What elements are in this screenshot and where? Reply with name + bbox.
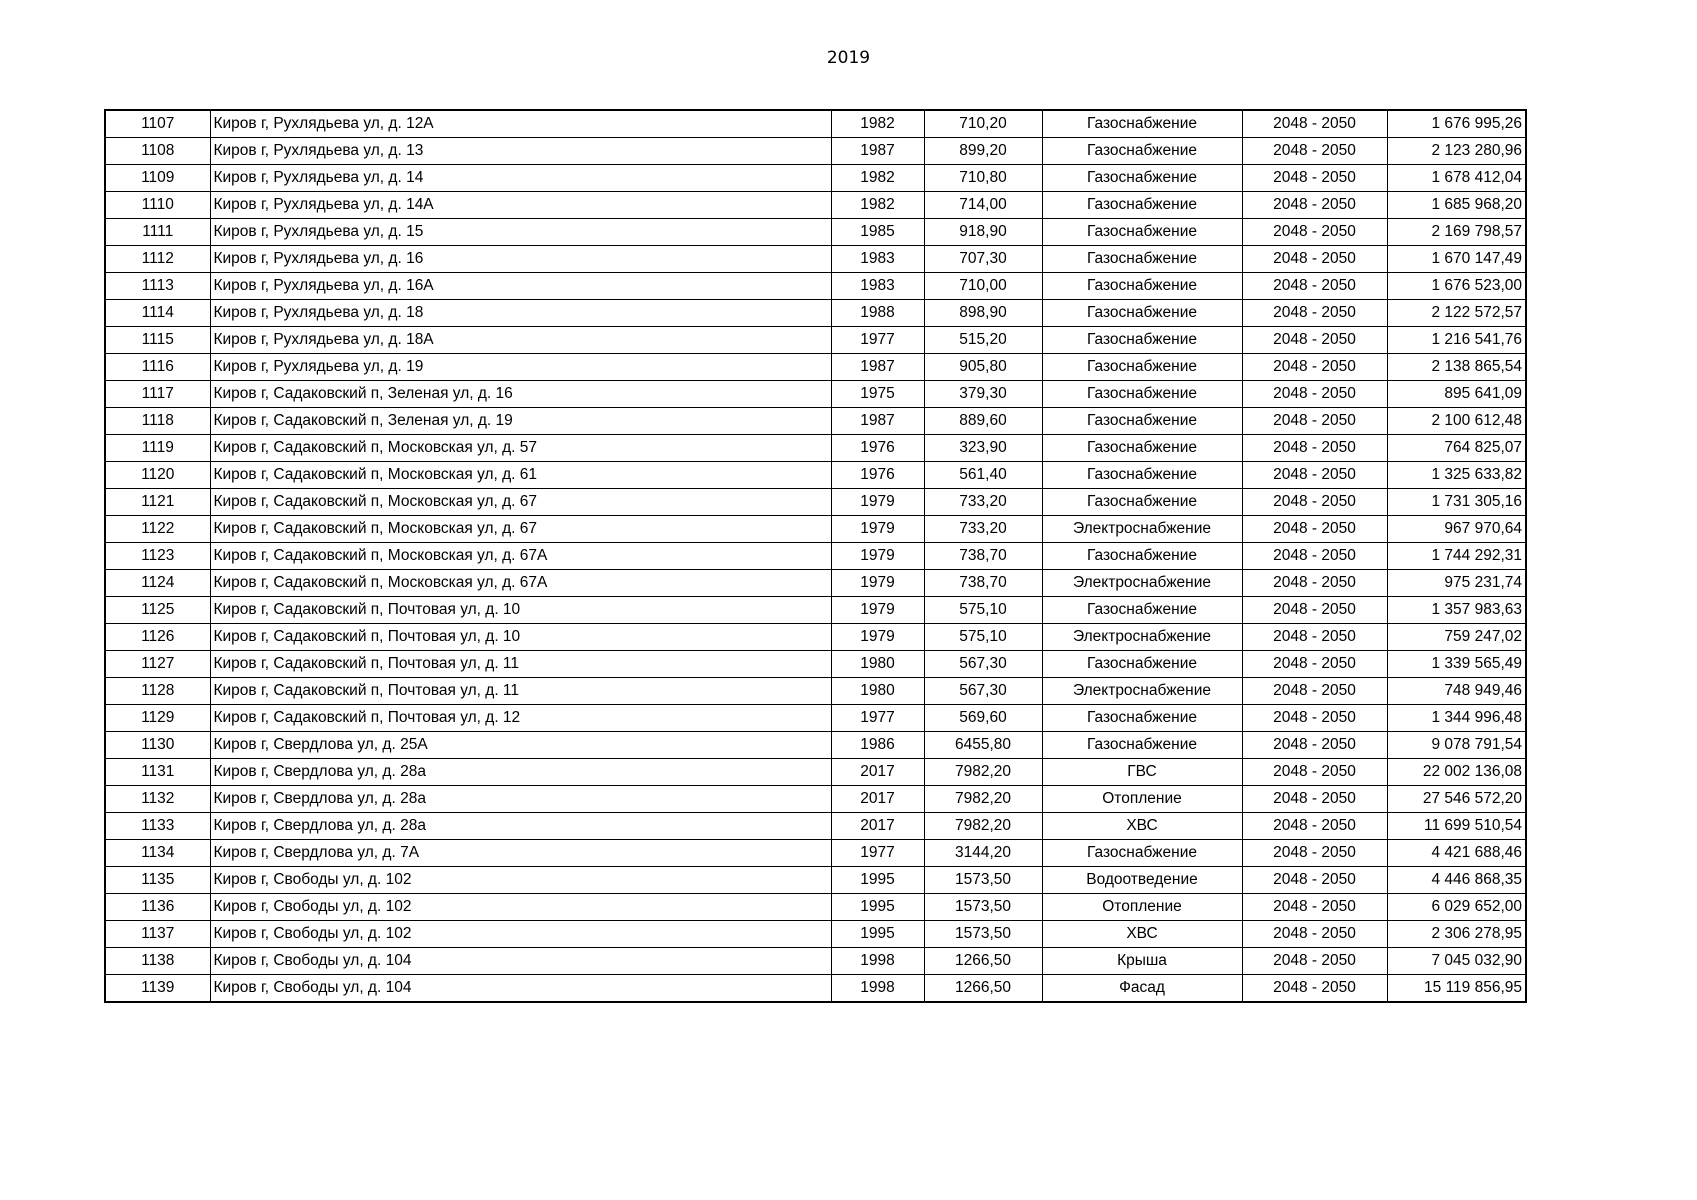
area-cell: 1266,50 bbox=[924, 948, 1042, 975]
work-type-cell: Электроснабжение bbox=[1042, 624, 1242, 651]
row-number-cell: 1119 bbox=[105, 435, 210, 462]
table-row bbox=[105, 948, 1526, 975]
area-cell: 6455,80 bbox=[924, 732, 1042, 759]
cost-cell: 2 169 798,57 bbox=[1387, 219, 1526, 246]
row-number-cell: 1135 bbox=[105, 867, 210, 894]
row-number-cell: 1112 bbox=[105, 246, 210, 273]
row-number-cell: 1114 bbox=[105, 300, 210, 327]
cost-cell: 2 100 612,48 bbox=[1387, 408, 1526, 435]
period-cell: 2048 - 2050 bbox=[1242, 381, 1387, 408]
area-cell: 1573,50 bbox=[924, 867, 1042, 894]
work-type-cell: Отопление bbox=[1042, 786, 1242, 813]
address-cell: Киров г, Свердлова ул, д. 28а bbox=[210, 813, 831, 840]
work-type-cell: Газоснабжение bbox=[1042, 651, 1242, 678]
address-cell: Киров г, Рухлядьева ул, д. 13 bbox=[210, 138, 831, 165]
page-number: 2019 bbox=[826, 48, 871, 68]
cost-cell: 4 421 688,46 bbox=[1387, 840, 1526, 867]
cost-cell: 22 002 136,08 bbox=[1387, 759, 1526, 786]
table-row bbox=[105, 354, 1526, 381]
address-cell: Киров г, Рухлядьева ул, д. 12А bbox=[210, 110, 831, 138]
row-number-cell: 1134 bbox=[105, 840, 210, 867]
build-year-cell: 1977 bbox=[831, 840, 924, 867]
period-cell: 2048 - 2050 bbox=[1242, 624, 1387, 651]
area-cell: 905,80 bbox=[924, 354, 1042, 381]
period-cell: 2048 - 2050 bbox=[1242, 705, 1387, 732]
period-cell: 2048 - 2050 bbox=[1242, 786, 1387, 813]
work-type-cell: Газоснабжение bbox=[1042, 435, 1242, 462]
period-cell: 2048 - 2050 bbox=[1242, 327, 1387, 354]
cost-cell: 1 325 633,82 bbox=[1387, 462, 1526, 489]
row-number-cell: 1108 bbox=[105, 138, 210, 165]
work-type-cell: Газоснабжение bbox=[1042, 840, 1242, 867]
period-cell: 2048 - 2050 bbox=[1242, 921, 1387, 948]
area-cell: 567,30 bbox=[924, 678, 1042, 705]
area-cell: 575,10 bbox=[924, 624, 1042, 651]
cost-cell: 1 685 968,20 bbox=[1387, 192, 1526, 219]
work-type-cell: Электроснабжение bbox=[1042, 516, 1242, 543]
build-year-cell: 1983 bbox=[831, 273, 924, 300]
area-cell: 1266,50 bbox=[924, 975, 1042, 1003]
cost-cell: 2 123 280,96 bbox=[1387, 138, 1526, 165]
cost-cell: 15 119 856,95 bbox=[1387, 975, 1526, 1003]
build-year-cell: 1979 bbox=[831, 597, 924, 624]
work-type-cell: Газоснабжение bbox=[1042, 597, 1242, 624]
address-cell: Киров г, Садаковский п, Почтовая ул, д. 10 bbox=[210, 624, 831, 651]
cost-cell: 2 306 278,95 bbox=[1387, 921, 1526, 948]
cost-cell: 9 078 791,54 bbox=[1387, 732, 1526, 759]
period-cell: 2048 - 2050 bbox=[1242, 165, 1387, 192]
cost-cell: 6 029 652,00 bbox=[1387, 894, 1526, 921]
area-cell: 323,90 bbox=[924, 435, 1042, 462]
area-cell: 898,90 bbox=[924, 300, 1042, 327]
table-row bbox=[105, 597, 1526, 624]
table-row bbox=[105, 840, 1526, 867]
period-cell: 2048 - 2050 bbox=[1242, 435, 1387, 462]
build-year-cell: 1987 bbox=[831, 354, 924, 381]
cost-cell: 967 970,64 bbox=[1387, 516, 1526, 543]
cost-cell: 1 670 147,49 bbox=[1387, 246, 1526, 273]
work-type-cell: Газоснабжение bbox=[1042, 732, 1242, 759]
cost-cell: 1 676 523,00 bbox=[1387, 273, 1526, 300]
period-cell: 2048 - 2050 bbox=[1242, 110, 1387, 138]
work-type-cell: Газоснабжение bbox=[1042, 543, 1242, 570]
table-row bbox=[105, 462, 1526, 489]
period-cell: 2048 - 2050 bbox=[1242, 732, 1387, 759]
cost-cell: 1 744 292,31 bbox=[1387, 543, 1526, 570]
table-row bbox=[105, 273, 1526, 300]
area-cell: 3144,20 bbox=[924, 840, 1042, 867]
build-year-cell: 1975 bbox=[831, 381, 924, 408]
table-row bbox=[105, 570, 1526, 597]
address-cell: Киров г, Садаковский п, Московская ул, д. 61 bbox=[210, 462, 831, 489]
area-cell: 714,00 bbox=[924, 192, 1042, 219]
address-cell: Киров г, Рухлядьева ул, д. 18 bbox=[210, 300, 831, 327]
row-number-cell: 1126 bbox=[105, 624, 210, 651]
work-type-cell: Газоснабжение bbox=[1042, 165, 1242, 192]
build-year-cell: 1977 bbox=[831, 705, 924, 732]
build-year-cell: 1979 bbox=[831, 516, 924, 543]
address-cell: Киров г, Рухлядьева ул, д. 14А bbox=[210, 192, 831, 219]
area-cell: 1573,50 bbox=[924, 921, 1042, 948]
address-cell: Киров г, Садаковский п, Почтовая ул, д. 11 bbox=[210, 651, 831, 678]
address-cell: Киров г, Садаковский п, Почтовая ул, д. 10 bbox=[210, 597, 831, 624]
work-type-cell: ГВС bbox=[1042, 759, 1242, 786]
work-type-cell: Газоснабжение bbox=[1042, 705, 1242, 732]
work-type-cell: Газоснабжение bbox=[1042, 300, 1242, 327]
build-year-cell: 1979 bbox=[831, 543, 924, 570]
cost-cell: 1 731 305,16 bbox=[1387, 489, 1526, 516]
cost-cell: 748 949,46 bbox=[1387, 678, 1526, 705]
address-cell: Киров г, Свердлова ул, д. 7А bbox=[210, 840, 831, 867]
period-cell: 2048 - 2050 bbox=[1242, 219, 1387, 246]
build-year-cell: 1998 bbox=[831, 975, 924, 1003]
table-row bbox=[105, 624, 1526, 651]
area-cell: 710,80 bbox=[924, 165, 1042, 192]
period-cell: 2048 - 2050 bbox=[1242, 975, 1387, 1003]
address-cell: Киров г, Свердлова ул, д. 28а bbox=[210, 759, 831, 786]
repair-schedule-table bbox=[104, 109, 1527, 1003]
row-number-cell: 1137 bbox=[105, 921, 210, 948]
cost-cell: 27 546 572,20 bbox=[1387, 786, 1526, 813]
period-cell: 2048 - 2050 bbox=[1242, 408, 1387, 435]
table-row bbox=[105, 165, 1526, 192]
area-cell: 569,60 bbox=[924, 705, 1042, 732]
address-cell: Киров г, Садаковский п, Московская ул, д. 67 bbox=[210, 516, 831, 543]
work-type-cell: Водоотведение bbox=[1042, 867, 1242, 894]
work-type-cell: Отопление bbox=[1042, 894, 1242, 921]
work-type-cell: Газоснабжение bbox=[1042, 354, 1242, 381]
period-cell: 2048 - 2050 bbox=[1242, 300, 1387, 327]
period-cell: 2048 - 2050 bbox=[1242, 516, 1387, 543]
row-number-cell: 1124 bbox=[105, 570, 210, 597]
table-row bbox=[105, 219, 1526, 246]
address-cell: Киров г, Рухлядьева ул, д. 16 bbox=[210, 246, 831, 273]
period-cell: 2048 - 2050 bbox=[1242, 570, 1387, 597]
cost-cell: 759 247,02 bbox=[1387, 624, 1526, 651]
address-cell: Киров г, Садаковский п, Зеленая ул, д. 16 bbox=[210, 381, 831, 408]
row-number-cell: 1139 bbox=[105, 975, 210, 1003]
period-cell: 2048 - 2050 bbox=[1242, 867, 1387, 894]
build-year-cell: 1998 bbox=[831, 948, 924, 975]
address-cell: Киров г, Свободы ул, д. 102 bbox=[210, 894, 831, 921]
address-cell: Киров г, Рухлядьева ул, д. 14 bbox=[210, 165, 831, 192]
row-number-cell: 1127 bbox=[105, 651, 210, 678]
area-cell: 889,60 bbox=[924, 408, 1042, 435]
address-cell: Киров г, Садаковский п, Московская ул, д. 67А bbox=[210, 543, 831, 570]
area-cell: 575,10 bbox=[924, 597, 1042, 624]
row-number-cell: 1110 bbox=[105, 192, 210, 219]
area-cell: 899,20 bbox=[924, 138, 1042, 165]
row-number-cell: 1113 bbox=[105, 273, 210, 300]
work-type-cell: Газоснабжение bbox=[1042, 219, 1242, 246]
address-cell: Киров г, Свердлова ул, д. 28а bbox=[210, 786, 831, 813]
address-cell: Киров г, Рухлядьева ул, д. 19 bbox=[210, 354, 831, 381]
address-cell: Киров г, Свердлова ул, д. 25А bbox=[210, 732, 831, 759]
table-row bbox=[105, 759, 1526, 786]
build-year-cell: 1985 bbox=[831, 219, 924, 246]
cost-cell: 1 339 565,49 bbox=[1387, 651, 1526, 678]
cost-cell: 895 641,09 bbox=[1387, 381, 1526, 408]
period-cell: 2048 - 2050 bbox=[1242, 543, 1387, 570]
area-cell: 7982,20 bbox=[924, 813, 1042, 840]
period-cell: 2048 - 2050 bbox=[1242, 759, 1387, 786]
area-cell: 710,20 bbox=[924, 110, 1042, 138]
area-cell: 918,90 bbox=[924, 219, 1042, 246]
build-year-cell: 2017 bbox=[831, 786, 924, 813]
row-number-cell: 1109 bbox=[105, 165, 210, 192]
build-year-cell: 1982 bbox=[831, 110, 924, 138]
period-cell: 2048 - 2050 bbox=[1242, 948, 1387, 975]
work-type-cell: Газоснабжение bbox=[1042, 192, 1242, 219]
cost-cell: 11 699 510,54 bbox=[1387, 813, 1526, 840]
table-row bbox=[105, 813, 1526, 840]
address-cell: Киров г, Садаковский п, Московская ул, д. 67 bbox=[210, 489, 831, 516]
address-cell: Киров г, Садаковский п, Почтовая ул, д. 12 bbox=[210, 705, 831, 732]
row-number-cell: 1115 bbox=[105, 327, 210, 354]
work-type-cell: ХВС bbox=[1042, 813, 1242, 840]
cost-cell: 7 045 032,90 bbox=[1387, 948, 1526, 975]
cost-cell: 975 231,74 bbox=[1387, 570, 1526, 597]
table-row bbox=[105, 435, 1526, 462]
build-year-cell: 1982 bbox=[831, 192, 924, 219]
table-row bbox=[105, 381, 1526, 408]
cost-cell: 764 825,07 bbox=[1387, 435, 1526, 462]
table-row bbox=[105, 786, 1526, 813]
row-number-cell: 1122 bbox=[105, 516, 210, 543]
address-cell: Киров г, Садаковский п, Московская ул, д. 57 bbox=[210, 435, 831, 462]
build-year-cell: 1995 bbox=[831, 894, 924, 921]
row-number-cell: 1128 bbox=[105, 678, 210, 705]
work-type-cell: Газоснабжение bbox=[1042, 273, 1242, 300]
build-year-cell: 1987 bbox=[831, 138, 924, 165]
work-type-cell: Электроснабжение bbox=[1042, 570, 1242, 597]
cost-cell: 2 138 865,54 bbox=[1387, 354, 1526, 381]
cost-cell: 1 357 983,63 bbox=[1387, 597, 1526, 624]
period-cell: 2048 - 2050 bbox=[1242, 489, 1387, 516]
work-type-cell: Газоснабжение bbox=[1042, 110, 1242, 138]
table-row bbox=[105, 921, 1526, 948]
address-cell: Киров г, Свободы ул, д. 104 bbox=[210, 948, 831, 975]
table-row bbox=[105, 678, 1526, 705]
work-type-cell: Газоснабжение bbox=[1042, 327, 1242, 354]
build-year-cell: 1976 bbox=[831, 462, 924, 489]
address-cell: Киров г, Свободы ул, д. 104 bbox=[210, 975, 831, 1003]
period-cell: 2048 - 2050 bbox=[1242, 246, 1387, 273]
table-row bbox=[105, 651, 1526, 678]
row-number-cell: 1118 bbox=[105, 408, 210, 435]
table-row bbox=[105, 300, 1526, 327]
build-year-cell: 2017 bbox=[831, 813, 924, 840]
work-type-cell: Фасад bbox=[1042, 975, 1242, 1003]
row-number-cell: 1111 bbox=[105, 219, 210, 246]
row-number-cell: 1120 bbox=[105, 462, 210, 489]
area-cell: 733,20 bbox=[924, 489, 1042, 516]
period-cell: 2048 - 2050 bbox=[1242, 273, 1387, 300]
table-row bbox=[105, 246, 1526, 273]
period-cell: 2048 - 2050 bbox=[1242, 138, 1387, 165]
work-type-cell: Электроснабжение bbox=[1042, 678, 1242, 705]
row-number-cell: 1129 bbox=[105, 705, 210, 732]
period-cell: 2048 - 2050 bbox=[1242, 678, 1387, 705]
table-row bbox=[105, 110, 1526, 138]
build-year-cell: 1988 bbox=[831, 300, 924, 327]
area-cell: 7982,20 bbox=[924, 759, 1042, 786]
row-number-cell: 1117 bbox=[105, 381, 210, 408]
address-cell: Киров г, Садаковский п, Почтовая ул, д. 11 bbox=[210, 678, 831, 705]
build-year-cell: 1987 bbox=[831, 408, 924, 435]
cost-cell: 4 446 868,35 bbox=[1387, 867, 1526, 894]
table-row bbox=[105, 489, 1526, 516]
table-row bbox=[105, 894, 1526, 921]
row-number-cell: 1138 bbox=[105, 948, 210, 975]
area-cell: 707,30 bbox=[924, 246, 1042, 273]
period-cell: 2048 - 2050 bbox=[1242, 354, 1387, 381]
table-body bbox=[105, 110, 1526, 1002]
period-cell: 2048 - 2050 bbox=[1242, 651, 1387, 678]
work-type-cell: Газоснабжение bbox=[1042, 381, 1242, 408]
table-row bbox=[105, 543, 1526, 570]
work-type-cell: Газоснабжение bbox=[1042, 462, 1242, 489]
area-cell: 738,70 bbox=[924, 543, 1042, 570]
build-year-cell: 1983 bbox=[831, 246, 924, 273]
row-number-cell: 1123 bbox=[105, 543, 210, 570]
table-row bbox=[105, 975, 1526, 1003]
address-cell: Киров г, Садаковский п, Московская ул, д. 67А bbox=[210, 570, 831, 597]
area-cell: 7982,20 bbox=[924, 786, 1042, 813]
build-year-cell: 1979 bbox=[831, 570, 924, 597]
table-row bbox=[105, 516, 1526, 543]
period-cell: 2048 - 2050 bbox=[1242, 894, 1387, 921]
build-year-cell: 1976 bbox=[831, 435, 924, 462]
cost-cell: 1 344 996,48 bbox=[1387, 705, 1526, 732]
build-year-cell: 1995 bbox=[831, 921, 924, 948]
area-cell: 733,20 bbox=[924, 516, 1042, 543]
table-row bbox=[105, 867, 1526, 894]
table-row bbox=[105, 732, 1526, 759]
row-number-cell: 1107 bbox=[105, 110, 210, 138]
cost-cell: 1 678 412,04 bbox=[1387, 165, 1526, 192]
table-row bbox=[105, 192, 1526, 219]
row-number-cell: 1136 bbox=[105, 894, 210, 921]
cost-cell: 1 676 995,26 bbox=[1387, 110, 1526, 138]
work-type-cell: ХВС bbox=[1042, 921, 1242, 948]
work-type-cell: Газоснабжение bbox=[1042, 408, 1242, 435]
row-number-cell: 1116 bbox=[105, 354, 210, 381]
period-cell: 2048 - 2050 bbox=[1242, 462, 1387, 489]
build-year-cell: 1979 bbox=[831, 489, 924, 516]
build-year-cell: 1982 bbox=[831, 165, 924, 192]
row-number-cell: 1132 bbox=[105, 786, 210, 813]
address-cell: Киров г, Рухлядьева ул, д. 15 bbox=[210, 219, 831, 246]
work-type-cell: Газоснабжение bbox=[1042, 138, 1242, 165]
row-number-cell: 1121 bbox=[105, 489, 210, 516]
period-cell: 2048 - 2050 bbox=[1242, 597, 1387, 624]
table-row bbox=[105, 327, 1526, 354]
row-number-cell: 1125 bbox=[105, 597, 210, 624]
period-cell: 2048 - 2050 bbox=[1242, 192, 1387, 219]
build-year-cell: 1979 bbox=[831, 624, 924, 651]
work-type-cell: Газоснабжение bbox=[1042, 246, 1242, 273]
cost-cell: 2 122 572,57 bbox=[1387, 300, 1526, 327]
address-cell: Киров г, Свободы ул, д. 102 bbox=[210, 921, 831, 948]
build-year-cell: 1980 bbox=[831, 678, 924, 705]
work-type-cell: Газоснабжение bbox=[1042, 489, 1242, 516]
row-number-cell: 1131 bbox=[105, 759, 210, 786]
area-cell: 561,40 bbox=[924, 462, 1042, 489]
area-cell: 1573,50 bbox=[924, 894, 1042, 921]
build-year-cell: 1986 bbox=[831, 732, 924, 759]
build-year-cell: 2017 bbox=[831, 759, 924, 786]
build-year-cell: 1977 bbox=[831, 327, 924, 354]
build-year-cell: 1995 bbox=[831, 867, 924, 894]
period-cell: 2048 - 2050 bbox=[1242, 840, 1387, 867]
table-row bbox=[105, 138, 1526, 165]
address-cell: Киров г, Садаковский п, Зеленая ул, д. 19 bbox=[210, 408, 831, 435]
period-cell: 2048 - 2050 bbox=[1242, 813, 1387, 840]
area-cell: 515,20 bbox=[924, 327, 1042, 354]
table-row bbox=[105, 408, 1526, 435]
row-number-cell: 1133 bbox=[105, 813, 210, 840]
address-cell: Киров г, Рухлядьева ул, д. 18А bbox=[210, 327, 831, 354]
table-row bbox=[105, 705, 1526, 732]
row-number-cell: 1130 bbox=[105, 732, 210, 759]
area-cell: 738,70 bbox=[924, 570, 1042, 597]
work-type-cell: Крыша bbox=[1042, 948, 1242, 975]
address-cell: Киров г, Свободы ул, д. 102 bbox=[210, 867, 831, 894]
area-cell: 710,00 bbox=[924, 273, 1042, 300]
area-cell: 567,30 bbox=[924, 651, 1042, 678]
cost-cell: 1 216 541,76 bbox=[1387, 327, 1526, 354]
build-year-cell: 1980 bbox=[831, 651, 924, 678]
address-cell: Киров г, Рухлядьева ул, д. 16А bbox=[210, 273, 831, 300]
area-cell: 379,30 bbox=[924, 381, 1042, 408]
